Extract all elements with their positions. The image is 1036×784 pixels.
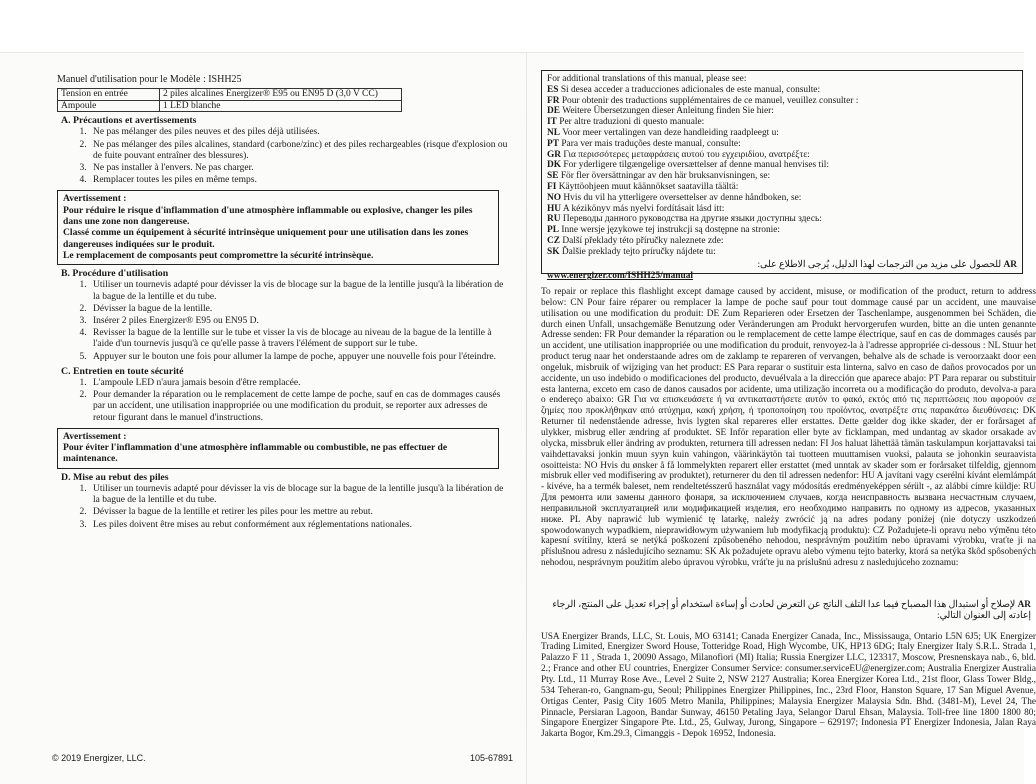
lang-code: ES (547, 84, 559, 95)
translation-line (547, 214, 1017, 225)
warning-line: Classé comme un équipement à sécurité intrinsèque uniquement pour une utilisation dans les zones dangereuses indiquées sur le produit. (63, 227, 469, 250)
lang-text: Ďalšie preklady tejto príručky nájdete tu: (561, 246, 716, 257)
list-item: 3. Ne pas installer à l'envers. Ne pas charger. (89, 163, 512, 174)
warning-line: Le remplacement de composants peut compromettre la sécurité intrinsèque. (63, 249, 374, 261)
warning-body: Pour éviter l'inflammation d'une atmosphère inflammable ou combustible, ne pas effectuer de maintenance. (63, 442, 448, 465)
lang-code: AR (1017, 600, 1031, 610)
translation-line (547, 160, 1017, 171)
french-instructions-panel (57, 74, 512, 774)
list-item: 2. Dévisser la bague de la lentille. (89, 304, 512, 315)
spec-value: 2 piles alcalines Energizer® E95 ou EN95 D (3,0 V CC) (160, 89, 402, 101)
lang-code: FI (547, 181, 557, 192)
list-item: 1. Ne pas mélanger des piles neuves et des piles déjà utilisées. (89, 127, 512, 138)
lang-text: Käyttöohjeen muut käännökset saatavilla täältä: (558, 181, 739, 192)
warning-title: Avertissement : (63, 193, 127, 205)
lang-code: DK (547, 160, 562, 171)
spec-key: Ampoule (58, 100, 160, 112)
translation-line (547, 128, 1017, 139)
list-item: 4. Remplacer toutes les piles en même temps. (89, 175, 512, 186)
list-item: 3. Insérer 2 piles Energizer® E95 ou EN95 D. (89, 316, 512, 327)
lang-code: AR (1003, 259, 1017, 270)
list-item: 1. Utiliser un tournevis adapté pour dévisser la vis de blocage sur la bague de la lentille jusqu'à la libération de la bague de la lentille et du tube. (89, 484, 512, 506)
translations-list (547, 85, 1017, 258)
translation-line (547, 139, 1017, 150)
translations-box (541, 70, 1023, 282)
document-number: 105-67891 (470, 753, 514, 763)
manual-url-link[interactable]: www.energizer.com/ISHH25/manual (547, 271, 693, 282)
copyright: © 2019 Energizer, LLC. (52, 753, 146, 763)
list-item: 1. Utiliser un tournevis adapté pour dévisser la vis de blocage sur la bague de la lentille jusqu'à la libération de la bague de la lentille et du tube. (89, 280, 512, 302)
lang-text: للحصول على مزيد من الترجمات لهذا الدليل، يُرجى الاطلاع على: (757, 259, 1002, 270)
warning-box-2 (57, 428, 499, 469)
lang-text: Hvis du vil ha ytterligere oversettelser av denne håndboken, se: (563, 192, 802, 203)
lang-text: Переводы данного руководства на другие языки доступны здесь: (562, 214, 822, 225)
lang-code: DE (547, 106, 561, 117)
international-panel (541, 70, 1036, 784)
lang-text: Weitere Übersetzungen dieser Anleitung finden Sie hier: (562, 106, 774, 117)
warning-box-1 (57, 190, 499, 265)
lang-text: Per altre traduzioni di questo manuale: (559, 117, 705, 128)
lang-text: A kézikönyv más nyelvi fordításait lásd itt: (562, 203, 725, 214)
repair-arabic (541, 600, 1031, 622)
section-d-list (57, 484, 512, 531)
translation-line (547, 171, 1017, 182)
translations-intro: For additional translations of this manual, please see: (547, 74, 747, 84)
manual-sheet (0, 52, 1036, 784)
section-c-list (57, 378, 512, 424)
warning-title: Avertissement : (63, 430, 127, 442)
lang-code: IT (547, 117, 557, 128)
lang-text: Pour obtenir des traductions supplémentaires de ce manuel, veuillez consulter : (561, 95, 859, 106)
lang-code: PT (547, 138, 559, 149)
return-addresses: USA Energizer Brands, LLC, St. Louis, MO 63141; Canada Energizer Canada, Inc., Mississauga, Ontario L5N 6J5; UK Energizer Trading Limited, Energizer Sword House, Totteridge Road, High Wycombe, UK, HP13 6DG; Italy Energizer Italy S.R.L. Strada 1, Palazzo F 11 , Strada 1, 20090 Assago, Milanofiori (MI) Italia; Russia Energizer LLC, 123317, Moscow, Presnenskaya nab., 6, bld. 2.; France and other EU countries, Energizer Consumer Service: consumer.serviceEU@energizer.com; Australia Energizer Australia Pty. Ltd., 11 Murray Rose Ave., Level 2 Suite 2, NSW 2127 Australia; Korea Energizer Korea Ltd., 21st floor, Glass Tower Bldg., 534 Teheran-ro, Gangnam-gu, Seoul; Philippines Energizer Philippines, Inc., 23rd Floor, Hanston Square, 17 San Miguel Avenue, Ortigas Center, Pasig City 1605 Metro Manila, Philippines; Malaysia Energizer Malaysia Sdn. Bhd. (3481-M), Level 24, The Pinnacle, Persiaran Lagoon, Bandar Sunway, 46150 Petaling Jaya, Selangor Darul Ehsan, Malaysia. Toll-free line 1800 1800 80; Singapore Energizer Singapore Pte. Ltd., 25, Gulway, Jurong, Singapore – 629197; Indonesia PT Energizer Indonesia, Jalan Raya Jakarta Bogor, Km.29.3, Cimanggis - Depok 16952, Indonesia. (541, 631, 1036, 740)
spec-table (57, 88, 402, 112)
spec-key: Tension en entrée (58, 89, 160, 101)
spec-row (58, 100, 402, 112)
lang-code: NL (547, 127, 561, 138)
spec-row (58, 89, 402, 101)
repair-arabic-text: لإصلاح أو استبدال هذا المصباح فيما عدا التلف الناتج عن التعرض لحادث أو إساءة استخدام أو إجراء تعديل على المنتج، الرجاء إعادته إلى العنوان التالي: (552, 600, 1031, 621)
section-d-title: D. Mise au rebut des piles (61, 471, 169, 483)
list-item: 1. L'ampoule LED n'aura jamais besoin d'être remplacée. (89, 378, 512, 389)
lang-text: Další překlady této příručky naleznete zde: (562, 235, 724, 246)
list-item: 3. Les piles doivent être mises au rebut conformément aux réglementations nationales. (89, 520, 512, 531)
page-fold-line (526, 53, 527, 784)
lang-text: For yderligere tilgængelige oversættelser af denne manual henvises til: (563, 160, 829, 171)
list-item: 5. Appuyer sur le bouton une fois pour allumer la lampe de poche, appuyer une nouvelle fois pour l'éteindre. (89, 352, 512, 363)
lang-code: SK (547, 246, 560, 257)
section-c-title: C. Entretien en toute sécurité (61, 365, 184, 377)
lang-text: Si desea acceder a traducciones adicionales de este manual, consulte: (560, 84, 821, 95)
lang-code: NO (547, 192, 562, 203)
lang-code: PL (547, 225, 559, 236)
section-b-title: B. Procédure d'utilisation (61, 268, 169, 280)
list-item: 2. Pour demander la réparation ou le remplacement de cette lampe de poche, sauf en cas de dommages causés par un accident, une utilisation inappropriée ou une modification du produit, se reporter aux adresses de retour figurant dans le manuel d'instructions. (89, 390, 512, 424)
translation-line (547, 193, 1017, 204)
lang-code: RU (547, 214, 561, 225)
list-item: 2. Dévisser la bague de la lentille et retirer les piles pour les mettre au rebut. (89, 507, 512, 518)
model-title: Manuel d'utilisation pour le Modèle : ISHH25 (57, 74, 242, 85)
lang-code: CZ (547, 235, 561, 246)
translation-line (547, 106, 1017, 117)
translation-line (547, 117, 1017, 128)
lang-text: Για περισσότερες μεταφράσεις αυτού του εγχειριδίου, ανατρέξτε: (563, 149, 810, 160)
lang-text: Inne wersje językowe tej instrukcji są dostępne na stronie: (561, 225, 781, 236)
translation-line (547, 247, 1017, 258)
lang-code: HU (547, 203, 562, 214)
translation-line (547, 204, 1017, 215)
section-a-title: A. Précautions et avertissements (61, 115, 197, 127)
list-item: 2. Ne pas mélanger des piles alcalines, standard (carbone/zinc) et des piles rechargeables (risque d'explosion ou de fuite pouvant entraîner des blessures). (89, 140, 512, 162)
translation-line (547, 96, 1017, 107)
spec-value: 1 LED blanche (160, 100, 402, 112)
translation-line (547, 85, 1017, 96)
lang-code: SE (547, 171, 559, 182)
section-b-list (57, 280, 512, 362)
repair-instructions: To repair or replace this flashlight except damage caused by accident, misuse, or modification of the product, return to address below: CN Pour faire réparer ou remplacer la lampe de poche sauf pour tout dommage causé par un accident, une mauvaise utilisation ou une modification du produit: DE Zum Reparieren oder Ersetzen der Taschenlampe, ausgenommen bei Schäden, die durch einen Unfall, unsachgemäße Benutzung oder Veränderungen am Produkt hervorgerufen wurden, bitte an die unten genannte Adresse senden: FR Pour demander la réparation ou le remplacement de cette lampe électrique, sauf en cas de dommages causés par un accident, une utilisation inappropriée ou une modification du produit, renvoyez-la à l'adresse appropriée ci-dessous : NL Stuur het product terug naar het onderstaande adres om de zaklamp te repareren of vervangen, behalve als de schade is veroorzaakt door een ongeluk, misbruik of wijziging van het product: ES Para reparar o sustituir esta linterna, salvo en caso de daños provocados por un accidente, un uso indebido o modificaciones del producto, devuélvala a la dirección que aparece abajo: PT Para reparar ou substituir esta lanterna, exceto em caso de danos causados por acidente, uma utilização incorreta ou a modificação do produto, devolva-a para o endereço abaixo: GR Για να επισκευάσετε ή να αντικαταστήσετε αυτόν το φακό, εκτός από τις περιπτώσεις που αφορούν σε ζημίες που προκλήθηκαν από ατύχημα, κακή χρήση, ή τροποποίηση του προϊόντος, ανατρέξτε στις παρακάτω διευθύνσεις: DK Returner til nedenstående adresse, hvis lygten skal repareres eller erstattes. Dette gælder dog ikke skader, der er forårsaget af ulykker, misbrug eller ændring af produktet. SE Inför reparation eller byte av ficklampan, med undantag av skador orsakade av olycka, missbruk eller ändring av produkten, returnera till adressen nedan: FI Jos haluat lähettää tämän taskulampun korjattavaksi tai vaihdettavaksi jonkin muun syyn kuin vahingon, väärinkäytön tai tuotteen muuttamisen vuoksi, palauta se johonkin seuraavista osoitteista: NO Hvis du ønsker å få lommelykten reparert eller erstattet (med unntak av skader som er forårsaket tilfeldig, gjennom misbruk eller ved modifisering av produktet), returnerer du den til adressen nedenfor: HU A javítani vagy cserélni kívánt elemlámpát - kivéve, ha a termék baleset, nem rendeltetésszerű használat vagy módosítás eredményeképpen sérült -, az alábbi címre küldje: RU Для ремонта или замены данного фонаря, за исключением случаев, когда неисправность вызвана несчастным случаем, неправильной эксплуатацией или модификацией изделия, его необходимо направить по одному из адресов, указанных ниже. PL Aby naprawić lub wymienić tę latarkę, należy zwrócić ją na adres podany poniżej (nie dotyczy uszkodzeń spowodowanych wypadkiem, nieprawidłowym używaniem lub modyfikacją produktu): CZ Požadujete-li opravu nebo výměnu této kapesní svítilny, která se netýká poškození způsobeného nehodou, nesprávným použitím nebo úpravami výrobku, vraťte ji na příslušnou adresu z následujícího seznamu: SK Ak požadujete opravu alebo výmenu tejto baterky, ktorá sa netýka škôd spôsobených nehodou, nesprávnym použitím alebo úpravou výrobku, vráťte ju na príslušnú adresu z nasledujúceho zoznamu: (541, 287, 1036, 569)
translation-line (547, 182, 1017, 193)
lang-text: För fler översättningar av den här bruksanvisningen, se: (560, 171, 771, 182)
section-a-list (57, 127, 512, 186)
lang-text: Voor meer vertalingen van deze handleiding raadpleegt u: (562, 127, 779, 138)
warning-line: Pour réduire le risque d'inflammation d'une atmosphère inflammable ou explosive, changer les piles dans une zone non dangereuse. (63, 204, 473, 228)
lang-code: FR (547, 95, 560, 106)
translation-line (547, 236, 1017, 247)
translation-arabic (547, 260, 1017, 271)
list-item: 4. Revisser la bague de la lentille sur le tube et visser la vis de blocage au niveau de la bague de la lentille à l'aide d'un tournevis jusqu'à ce qu'elle passe à travers l'élément de support sur le tube. (89, 328, 512, 350)
translation-line (547, 225, 1017, 236)
lang-text: Para ver mais traduções deste manual, consulte: (561, 138, 741, 149)
translation-line (547, 150, 1017, 161)
lang-code: GR (547, 149, 562, 160)
